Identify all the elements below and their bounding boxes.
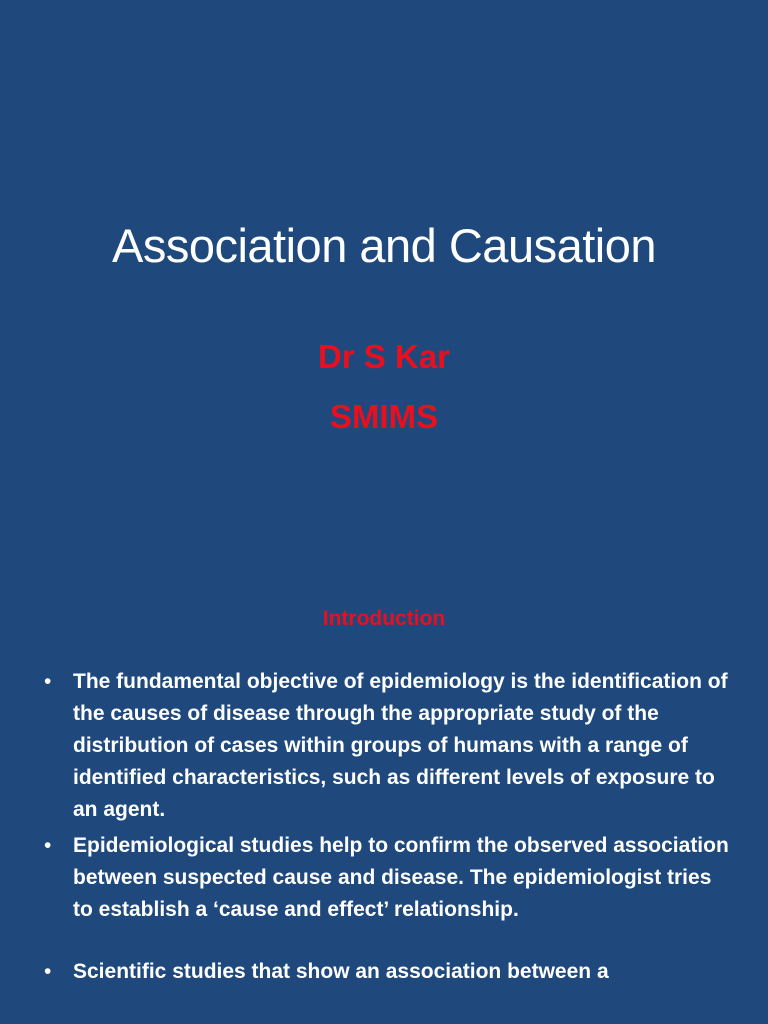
bullet-item xyxy=(44,956,734,988)
bullet-text: The fundamental objective of epidemiology is the identification of the causes of disease through the appropriate study of the distribution of cases within groups of humans with a range of identified characteristics, such as different levels of exposure to an agent. xyxy=(73,670,728,821)
bullet-list xyxy=(44,666,734,992)
slide-title: Association and Causation xyxy=(111,219,657,272)
section-heading-introduction: Introduction xyxy=(322,607,446,630)
bullet-dot-icon: • xyxy=(44,670,52,693)
bullet-item xyxy=(44,666,734,826)
bullet-item xyxy=(44,830,734,926)
bullet-dot-icon: • xyxy=(44,834,52,857)
bullet-dot-icon: • xyxy=(44,960,52,983)
author-name: Dr S Kar xyxy=(317,338,451,375)
bullet-text: Epidemiological studies help to confirm the observed association between suspected cause and disease. The epidemiologist tries to establish a ‘cause and effect’ relationship. xyxy=(73,834,729,921)
bullet-text: Scientific studies that show an association between a xyxy=(73,960,609,983)
institution-name: SMIMS xyxy=(329,398,439,435)
